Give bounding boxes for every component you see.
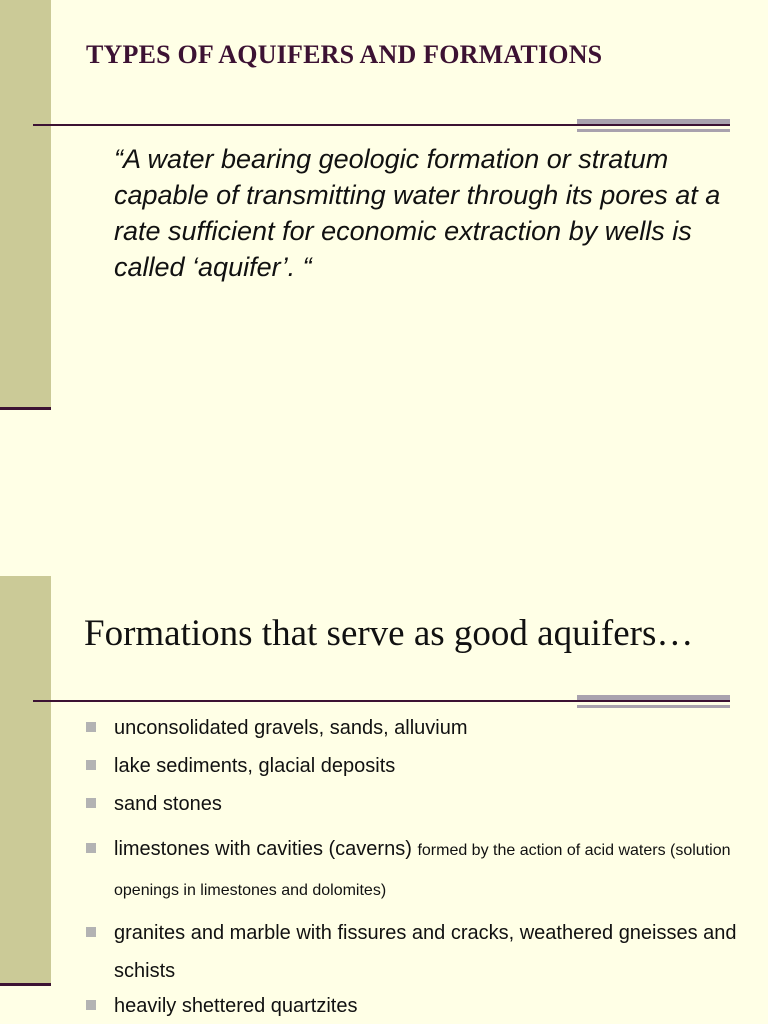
slide-aquifer-definition [0, 0, 768, 460]
list-item-text: lake sediments, glacial deposits [114, 755, 396, 777]
list-item-text: heavily shettered quartzites [114, 995, 358, 1017]
list-item-text: granites and marble with fissures and cracks, weathered gneisses and schists [114, 922, 737, 982]
aquifer-definition-quote: “A water bearing geologic formation or stratum capable of transmitting water through its pores at a rate sufficient for economic extraction by wells is called ‘aquifer’. “ [114, 144, 721, 282]
square-bullet-icon [86, 927, 96, 937]
square-bullet-icon [86, 798, 96, 808]
square-bullet-icon [86, 722, 96, 732]
square-bullet-icon [86, 760, 96, 770]
list-item [86, 716, 746, 740]
list-item-note: formed by the action of acid waters (solution openings in limestones and dolomites) [114, 842, 731, 899]
list-item [86, 994, 746, 1018]
list-item-text: sand stones [114, 793, 222, 815]
slide-title: TYPES OF AQUIFERS AND FORMATIONS [86, 40, 603, 69]
slide-sidebar [0, 576, 51, 984]
title-divider [33, 700, 730, 702]
list-item [86, 914, 746, 990]
square-bullet-icon [86, 843, 96, 853]
slide-sidebar [0, 0, 51, 408]
list-item-text: unconsolidated gravels, sands, alluvium [114, 717, 468, 739]
aquifer-formations-list [86, 716, 746, 1024]
divider-accent [577, 119, 730, 124]
divider-accent-lower [577, 705, 730, 708]
sidebar-tick [0, 983, 51, 986]
divider-accent [577, 695, 730, 700]
slide-good-aquifers [0, 576, 768, 1024]
divider-accent-lower [577, 129, 730, 132]
square-bullet-icon [86, 1000, 96, 1010]
list-item-text: limestones with cavities (caverns) [114, 838, 412, 860]
sidebar-tick [0, 407, 51, 410]
slide-title: Formations that serve as good aquifers… [84, 613, 694, 654]
title-divider [33, 124, 730, 126]
list-item [86, 792, 746, 816]
list-item [86, 830, 746, 910]
list-item [86, 754, 746, 778]
